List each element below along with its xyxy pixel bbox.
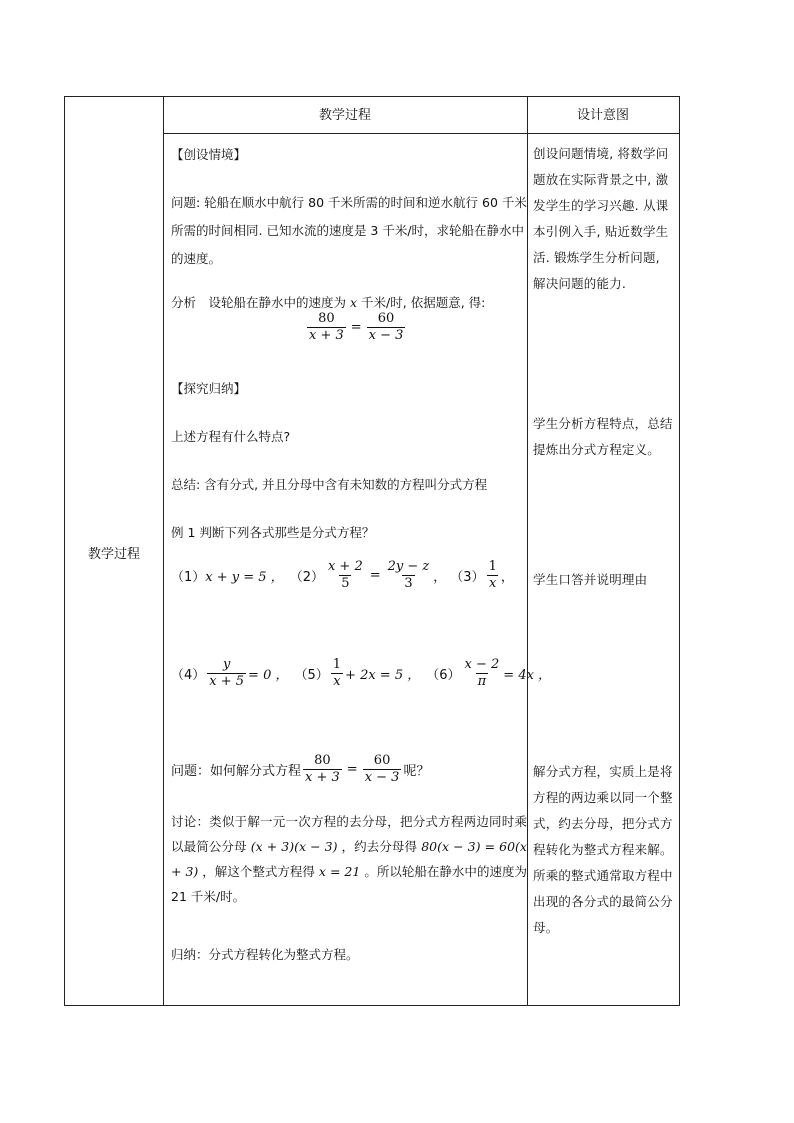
fraction-denominator: x bbox=[489, 576, 497, 591]
item-label: （3） bbox=[450, 570, 485, 585]
equals-sign: = bbox=[350, 320, 362, 335]
fraction bbox=[331, 657, 343, 690]
analysis-variable: x bbox=[350, 295, 358, 310]
item-label: （4） bbox=[171, 668, 206, 683]
item-expression: x + y = 5 ， bbox=[205, 570, 284, 585]
discussion-solution: x = 21 bbox=[318, 864, 361, 879]
column-divider-2 bbox=[527, 97, 528, 1005]
intent-block-4: 解分式方程，实质上是将方程的两边乘以同一个整式，约去分母，把分式方程转化为整式方程来解。所乘的整式通常取方程中出现的各分式的最简公分母。 bbox=[533, 764, 673, 935]
example-row-2 bbox=[171, 657, 551, 690]
solve-question-prefix: 问题：如何解分式方程 bbox=[171, 764, 302, 779]
item-label: （6） bbox=[426, 668, 461, 683]
fraction-numerator: 60 bbox=[377, 311, 395, 326]
fraction-denominator: x − 3 bbox=[364, 770, 400, 785]
situation-heading: 【创设情境】 bbox=[171, 147, 247, 162]
fraction-left bbox=[303, 753, 342, 786]
fraction-numerator: x − 2 bbox=[464, 657, 500, 672]
item-label: （5） bbox=[294, 668, 329, 683]
explore-summary: 总结: 含有分式, 并且分母中含有未知数的方程叫分式方程 bbox=[171, 477, 488, 492]
fraction-denominator: x + 3 bbox=[305, 770, 340, 785]
situation-problem: 问题: 轮船在顺水中航行 80 千米所需的时间和逆水航行 60 千米所需的时间相同. 已知水流的速度是 3 千米/时，求轮船在静水中的速度。 bbox=[171, 195, 527, 266]
fraction-numerator: 60 bbox=[373, 753, 391, 768]
analysis-suffix: 千米/时, 依据题意, 得: bbox=[361, 295, 486, 310]
discussion-text: ，约去分母得 bbox=[341, 839, 418, 854]
solve-discussion bbox=[171, 809, 527, 909]
explore-heading: 【探究归纳】 bbox=[171, 381, 247, 396]
item-tail: + 2x = 5 ， bbox=[345, 668, 421, 683]
example-title: 例 1 判断下列各式那些是分式方程？ bbox=[171, 525, 375, 540]
discussion-text: 讨论：类似于解一元一次方程的去分母，把分式方程两边同时乘以最简公分母 bbox=[171, 814, 527, 854]
fraction bbox=[326, 559, 365, 592]
fraction-numerator: y bbox=[222, 657, 231, 672]
fraction bbox=[487, 559, 499, 592]
fraction-numerator: 2y − z bbox=[387, 559, 430, 574]
fraction-numerator: 1 bbox=[332, 657, 342, 672]
fraction-denominator: x bbox=[333, 674, 341, 689]
lesson-table bbox=[64, 96, 680, 1006]
solve-conclusion: 归纳：分式方程转化为整式方程。 bbox=[171, 947, 359, 962]
example-row-1 bbox=[171, 559, 514, 592]
fraction-numerator: 80 bbox=[314, 753, 331, 768]
fraction bbox=[386, 559, 432, 592]
header-teaching-process: 教学过程 bbox=[318, 108, 371, 123]
fraction bbox=[463, 657, 502, 690]
situation-equation bbox=[305, 311, 407, 344]
discussion-denominator: (x + 3)(x − 3) bbox=[250, 839, 338, 854]
equals-sign: = bbox=[369, 568, 381, 583]
fraction-right bbox=[363, 753, 402, 786]
discussion-text: 。所以轮船在静水中的速度为 21 千米/时。 bbox=[171, 864, 527, 904]
fraction-denominator: x + 5 bbox=[209, 674, 245, 689]
row-label: 教学过程 bbox=[87, 547, 140, 562]
equals-sign: = bbox=[346, 762, 358, 777]
intent-block-1: 创设问题情境, 将数学问题放在实际背景之中, 激发学生的学习兴趣. 从课本引例入手, 贴近数学生活. 锻炼学生分析问题, 解决问题的能力. bbox=[533, 146, 669, 291]
fraction-right bbox=[367, 311, 406, 344]
item-tail: ， bbox=[500, 570, 514, 585]
discussion-text: ，解这个整式方程得 bbox=[202, 864, 315, 879]
explore-question: 上述方程有什么特点? bbox=[171, 429, 291, 444]
intent-block-2: 学生分析方程特点，总结提炼出分式方程定义。 bbox=[533, 416, 673, 457]
fraction-numerator: 80 bbox=[318, 311, 335, 326]
header-divider bbox=[163, 133, 679, 134]
column-divider-1 bbox=[163, 97, 164, 1005]
item-tail: = 4x ， bbox=[503, 668, 552, 683]
solve-question bbox=[171, 753, 429, 786]
discussion-equation: 80(x − 3) = 60(x + 3) bbox=[171, 839, 527, 879]
solve-question-suffix: 呢？ bbox=[403, 764, 430, 779]
fraction-denominator: x − 3 bbox=[368, 328, 404, 343]
fraction-left bbox=[307, 311, 346, 344]
item-label: （1） bbox=[171, 570, 206, 585]
fraction-denominator: x + 3 bbox=[309, 328, 344, 343]
fraction bbox=[207, 657, 246, 690]
item-tail: = 0 ， bbox=[248, 668, 289, 683]
fraction-denominator: 5 bbox=[341, 576, 350, 591]
item-label: （2） bbox=[289, 570, 324, 585]
analysis-prefix: 分析 设轮船在静水中的速度为 bbox=[171, 295, 347, 310]
header-design-intent: 设计意图 bbox=[576, 108, 629, 123]
fraction-denominator: 3 bbox=[404, 576, 413, 591]
item-tail: ， bbox=[433, 570, 447, 585]
fraction-numerator: x + 2 bbox=[327, 559, 363, 574]
intent-block-3: 学生口答并说明理由 bbox=[533, 572, 648, 587]
fraction-numerator: 1 bbox=[488, 559, 497, 574]
fraction-denominator: π bbox=[477, 674, 487, 689]
